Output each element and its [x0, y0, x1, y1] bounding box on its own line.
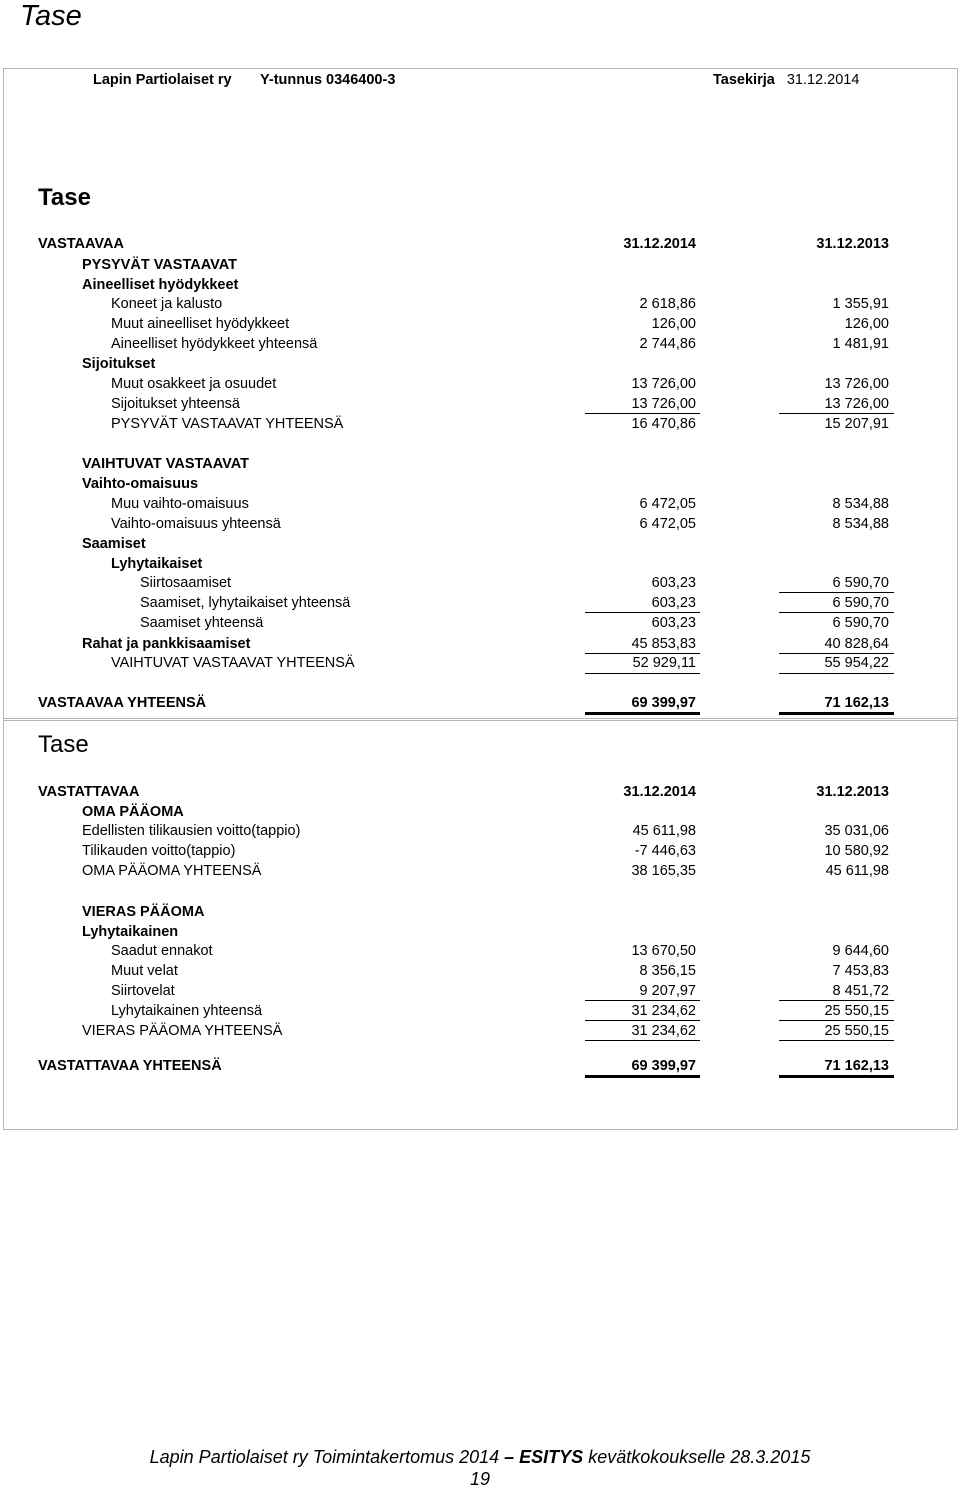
row-label: Sijoitukset: [82, 356, 156, 372]
table-row: [0, 255, 960, 275]
liabilities-col1: 31.12.2014: [623, 784, 696, 800]
value-2014: 2 744,86: [639, 336, 696, 352]
assets-title: Tase: [38, 184, 91, 211]
table-row: [0, 1021, 960, 1041]
value-2014: 38 165,35: [631, 863, 696, 879]
value-2014: 8 356,15: [639, 963, 696, 979]
value-2013: 9 644,60: [832, 943, 889, 959]
liabilities-header-row: [0, 782, 960, 802]
row-label: Edellisten tilikausien voitto(tappio): [82, 823, 301, 839]
table-row: [0, 841, 960, 861]
row-label: Saadut ennakot: [111, 943, 213, 959]
value-2013: 6 590,70: [832, 575, 889, 591]
table-row: [0, 275, 960, 295]
row-label: Lyhytaikaiset: [111, 556, 203, 572]
double-underline: [585, 1075, 700, 1078]
value-2013: 10 580,92: [824, 843, 889, 859]
table-row: [0, 922, 960, 942]
tasekirja-label: [713, 72, 859, 88]
double-underline: [779, 1075, 894, 1078]
row-label: VASTATTAVAA YHTEENSÄ: [38, 1058, 222, 1074]
row-label: Siirtosaamiset: [140, 575, 232, 591]
row-label: Vaihto-omaisuus yhteensä: [111, 516, 281, 532]
value-2013: 13 726,00: [824, 396, 889, 412]
underline: [585, 1040, 700, 1041]
row-label: Saamiset, lyhytaikaiset yhteensä: [140, 595, 351, 611]
table-row: [0, 693, 960, 713]
value-2013: 71 162,13: [824, 1058, 889, 1074]
row-label: Koneet ja kalusto: [111, 296, 223, 312]
row-label: Aineelliset hyödykkeet yhteensä: [111, 336, 318, 352]
table-row: [0, 981, 960, 1001]
row-label: VAIHTUVAT VASTAAVAT: [82, 456, 250, 472]
row-label: Lyhytaikainen yhteensä: [111, 1003, 263, 1019]
table-row: [0, 354, 960, 374]
row-label: Saamiset: [82, 536, 146, 552]
assets-heading: VASTAAVAA: [38, 236, 124, 252]
row-label: VASTAAVAA YHTEENSÄ: [38, 695, 207, 711]
table-row: [0, 613, 960, 633]
value-2013: 8 451,72: [832, 983, 889, 999]
table-row: [0, 861, 960, 881]
value-2014: 13 726,00: [631, 396, 696, 412]
value-2013: 1 481,91: [832, 336, 889, 352]
page-footer: [0, 1446, 960, 1490]
row-label: Muut velat: [111, 963, 178, 979]
row-label: Lyhytaikainen: [82, 924, 179, 940]
table-row: [0, 634, 960, 654]
liabilities-heading: VASTATTAVAA: [38, 784, 140, 800]
underline: [779, 1040, 894, 1041]
value-2014: 2 618,86: [639, 296, 696, 312]
footer-emphasis: – ESITYS: [504, 1447, 584, 1467]
table-row: [0, 573, 960, 593]
value-2013: 8 534,88: [832, 516, 889, 532]
value-2013: 25 550,15: [824, 1023, 889, 1039]
table-row: [0, 374, 960, 394]
value-2013: 25 550,15: [824, 1003, 889, 1019]
value-2014: 69 399,97: [631, 1058, 696, 1074]
table-row: [0, 941, 960, 961]
row-label: Aineelliset hyödykkeet: [82, 277, 239, 293]
assets-header-row: [0, 234, 960, 254]
table-row: [0, 534, 960, 554]
value-2013: 6 590,70: [832, 615, 889, 631]
value-2014: 13 670,50: [631, 943, 696, 959]
row-label: Muut osakkeet ja osuudet: [111, 376, 277, 392]
value-2014: 13 726,00: [631, 376, 696, 392]
page-number: 19: [469, 1469, 491, 1489]
tasekirja-text: Tasekirja: [713, 72, 775, 88]
table-row: [0, 474, 960, 494]
table-row: [0, 1001, 960, 1021]
table-row: [0, 802, 960, 822]
value-2013: 8 534,88: [832, 496, 889, 512]
value-2014: -7 446,63: [634, 843, 696, 859]
table-row: [0, 454, 960, 474]
footer-text-end: kevätkokoukselle 28.3.2015: [583, 1447, 811, 1467]
value-2013: 40 828,64: [824, 636, 889, 652]
row-label: Sijoitukset yhteensä: [111, 396, 240, 412]
liabilities-title: Tase: [38, 731, 89, 758]
value-2014: 603,23: [651, 575, 696, 591]
row-label: Muut aineelliset hyödykkeet: [111, 316, 290, 332]
row-label: Tilikauden voitto(tappio): [82, 843, 236, 859]
value-2013: 45 611,98: [825, 863, 889, 879]
table-row: [0, 961, 960, 981]
row-label: Muu vaihto-omaisuus: [111, 496, 249, 512]
row-label: OMA PÄÄOMA YHTEENSÄ: [82, 863, 262, 879]
table-row: [0, 314, 960, 334]
tasekirja-date: 31.12.2014: [786, 72, 860, 88]
table-row: [0, 394, 960, 414]
assets-col2: 31.12.2013: [816, 236, 889, 252]
section-divider: [4, 718, 957, 721]
value-2013: 35 031,06: [824, 823, 889, 839]
value-2013: 55 954,22: [824, 655, 889, 671]
value-2014: 6 472,05: [639, 496, 696, 512]
value-2014: 52 929,11: [632, 655, 696, 671]
value-2014: 45 611,98: [632, 823, 696, 839]
value-2013: 15 207,91: [824, 416, 889, 432]
row-label: VIERAS PÄÄOMA: [82, 904, 205, 920]
table-row: [0, 494, 960, 514]
value-2014: 31 234,62: [631, 1023, 696, 1039]
organization-name: Lapin Partiolaiset ry: [93, 72, 232, 88]
table-row: [0, 514, 960, 534]
table-row: [0, 414, 960, 434]
value-2014: 126,00: [651, 316, 696, 332]
value-2013: 7 453,83: [832, 963, 889, 979]
value-2013: 1 355,91: [832, 296, 889, 312]
table-row: [0, 902, 960, 922]
row-label: Siirtovelat: [111, 983, 175, 999]
value-2014: 45 853,83: [631, 636, 696, 652]
underline: [779, 673, 894, 674]
table-row: [0, 1056, 960, 1076]
page-title: Tase: [20, 0, 82, 32]
business-id: Y-tunnus 0346400-3: [260, 72, 396, 88]
value-2013: 126,00: [844, 316, 889, 332]
row-label: PYSYVÄT VASTAAVAT: [82, 257, 237, 273]
row-label: Vaihto-omaisuus: [82, 476, 199, 492]
value-2014: 69 399,97: [631, 695, 696, 711]
double-underline: [585, 712, 700, 715]
assets-col1: 31.12.2014: [623, 236, 696, 252]
value-2014: 16 470,86: [631, 416, 696, 432]
double-underline: [779, 712, 894, 715]
row-label: Saamiset yhteensä: [140, 615, 264, 631]
row-label: VAIHTUVAT VASTAAVAT YHTEENSÄ: [111, 655, 355, 671]
row-label: OMA PÄÄOMA: [82, 804, 184, 820]
table-row: [0, 821, 960, 841]
footer-text: Lapin Partiolaiset ry Toimintakertomus 2014: [149, 1447, 505, 1467]
row-label: PYSYVÄT VASTAAVAT YHTEENSÄ: [111, 416, 344, 432]
value-2014: 603,23: [651, 595, 696, 611]
value-2013: 13 726,00: [824, 376, 889, 392]
value-2013: 71 162,13: [824, 695, 889, 711]
table-row: [0, 294, 960, 314]
footer-line: [0, 1446, 960, 1468]
table-row: [0, 554, 960, 574]
value-2014: 603,23: [651, 615, 696, 631]
value-2014: 31 234,62: [631, 1003, 696, 1019]
value-2013: 6 590,70: [832, 595, 889, 611]
table-row: [0, 653, 960, 673]
underline: [585, 673, 700, 674]
liabilities-col2: 31.12.2013: [816, 784, 889, 800]
table-row: [0, 593, 960, 613]
value-2014: 9 207,97: [639, 983, 696, 999]
table-row: [0, 334, 960, 354]
value-2014: 6 472,05: [639, 516, 696, 532]
row-label: Rahat ja pankkisaamiset: [82, 636, 251, 652]
row-label: VIERAS PÄÄOMA YHTEENSÄ: [82, 1023, 283, 1039]
